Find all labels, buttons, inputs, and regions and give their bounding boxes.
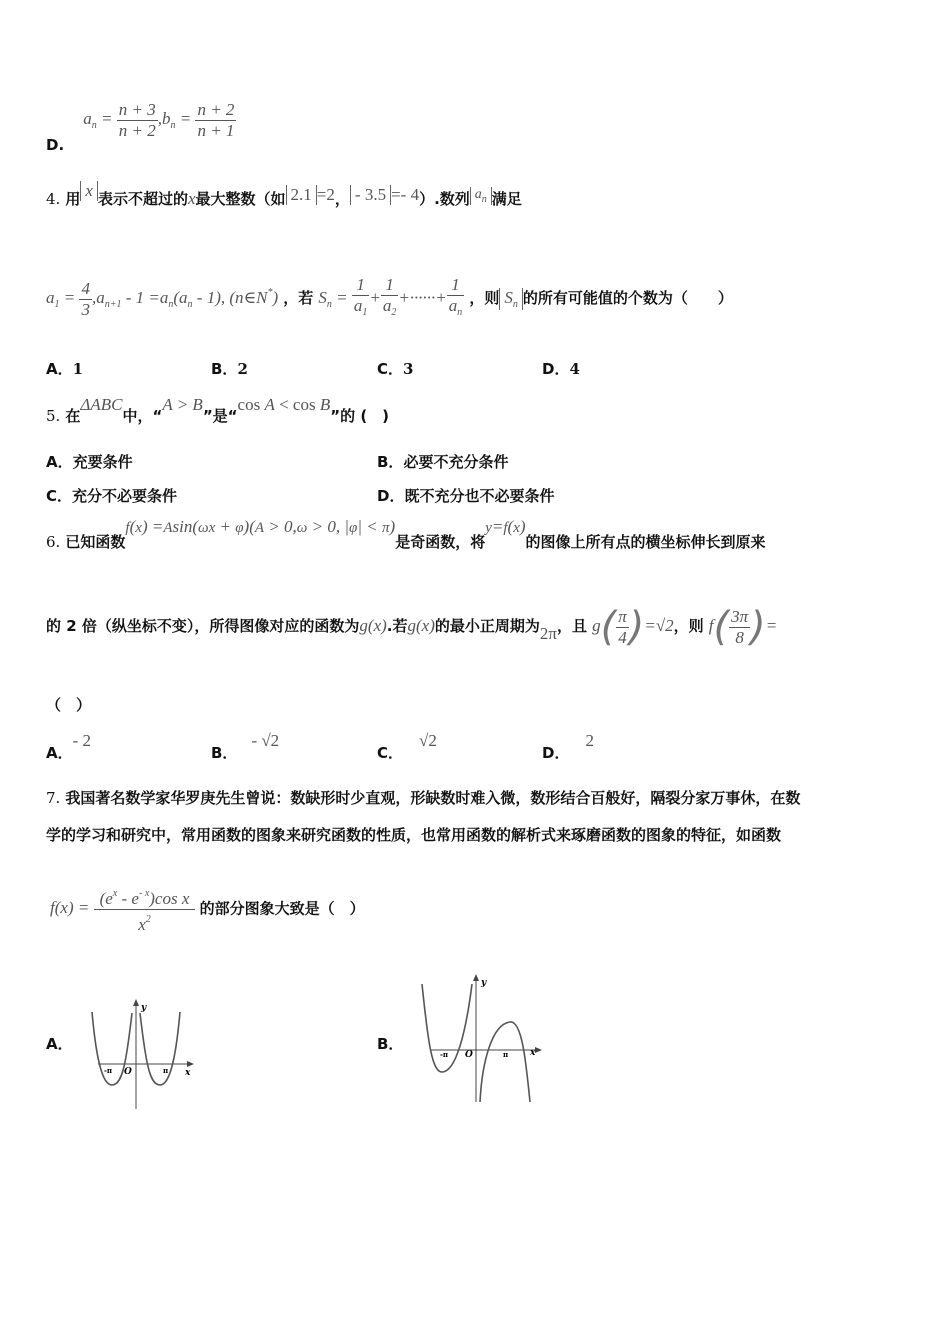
q5-option-d: D．既不充分也不必要条件: [377, 487, 555, 505]
x-axis-arrow: [187, 1061, 194, 1067]
q3-option-d-label: D.: [46, 136, 65, 155]
q5-option-c: C．充分不必要条件: [46, 487, 178, 505]
q5-option-b: B．必要不充分条件: [377, 453, 509, 471]
q4-line1: 4. 用 x 表示不超过的x最大整数（如 2.1 =2， - 3.5 =- 4）.数列 $a_n$ 满足: [46, 181, 522, 208]
q4-option-b: B．2: [211, 360, 248, 378]
curve-right: [480, 1022, 530, 1102]
origin-label: O: [465, 1050, 473, 1060]
q7-line3: f(x) = $\frac{(e^x - e^{- x})\cos x}{x^2}$ 的部分图象大致是（ ）: [50, 884, 365, 935]
q7-option-b-label: B．: [377, 1035, 404, 1053]
q7-line2: 学的学习和研究中，常用函数的图象来研究函数的性质，也常用函数的解析式来琢磨函数的图象的特征，如函数: [46, 826, 782, 844]
y-axis-arrow: [133, 999, 139, 1006]
q7-number: 7.: [46, 789, 61, 807]
q4-option-a: A．1: [46, 360, 84, 378]
tick-neg-pi: -π: [104, 1066, 113, 1075]
q6-option-d: D．2: [542, 731, 594, 762]
q7-option-b-graph: [410, 972, 550, 1107]
q7-line1: 7. 我国著名数学家华罗庚先生曾说：数缺形时少直观，形缺数时难入微，数形结合百般好，隔裂分家万事休，在数: [46, 789, 801, 807]
q6-option-b: B．- √2: [211, 731, 280, 762]
q6-line2: 的 2 倍（纵坐标不变），所得图像对应的函数为g(x).若g(x)的最小正周期为2π，且 g( $\frac{\pi}{4}$ )=√2，则 f( $\frac{3\pi}{8}$ )=: [46, 604, 778, 650]
q4-line2: $a_1$ = $\frac{4}{3}$ $,a_{n+1} - 1 =a_n(a_n - 1)$, (n∈N*) ，若 $S_n$ = $\frac{1}{a_1}$ + $\frac{1}{a_2}$ +······+ $\frac{1}{a_n}$ ，则 $S_n$ 的所有可能值的个数为（ ）: [46, 275, 733, 319]
q4-option-d: D．4: [542, 360, 580, 378]
q6-option-a: A．- 2: [46, 731, 92, 762]
x-axis-label: x: [530, 1048, 536, 1058]
tick-neg-pi: -π: [440, 1050, 449, 1059]
q7-option-a-label: A．: [46, 1035, 73, 1053]
y-axis-label: y: [141, 1003, 147, 1013]
q7-option-a-graph: [72, 997, 197, 1112]
q4-number: 4.: [46, 190, 61, 208]
q3-option-d-formula: $a_n$ = $\frac{n + 3}{n + 2}$ $,b_n$ = $\frac{n + 2}{n + 1}$: [83, 100, 235, 140]
q3-option-d: [46, 100, 236, 155]
q6-line1: 6. 已知函数f(x) =Asin(ωx + φ)(A > 0,ω > 0, |φ| < π)是奇函数，将y=f(x)的图像上所有点的横坐标伸长到原来: [46, 517, 766, 551]
y-axis-arrow: [473, 974, 479, 981]
q6-number: 6.: [46, 533, 61, 551]
floor-x: x: [80, 181, 98, 201]
y-axis-label: y: [481, 978, 487, 988]
q6-answer-blank: （ ）: [46, 696, 92, 714]
tick-pos-pi: π: [163, 1066, 169, 1075]
origin-label: O: [124, 1067, 132, 1077]
tick-pos-pi: π: [503, 1050, 509, 1059]
x-axis-label: x: [185, 1068, 191, 1078]
q4-option-c: C．3: [377, 360, 414, 378]
q5-line: 5. 在ΔABC中，“A > B”是“cos A < cos B”的 ( ): [46, 395, 390, 425]
x-axis-arrow: [535, 1047, 542, 1053]
curve-right: [140, 1012, 180, 1085]
q5-number: 5.: [46, 407, 61, 425]
q5-option-a: A．充要条件: [46, 453, 133, 471]
q6-option-c: C．√2: [377, 731, 437, 762]
